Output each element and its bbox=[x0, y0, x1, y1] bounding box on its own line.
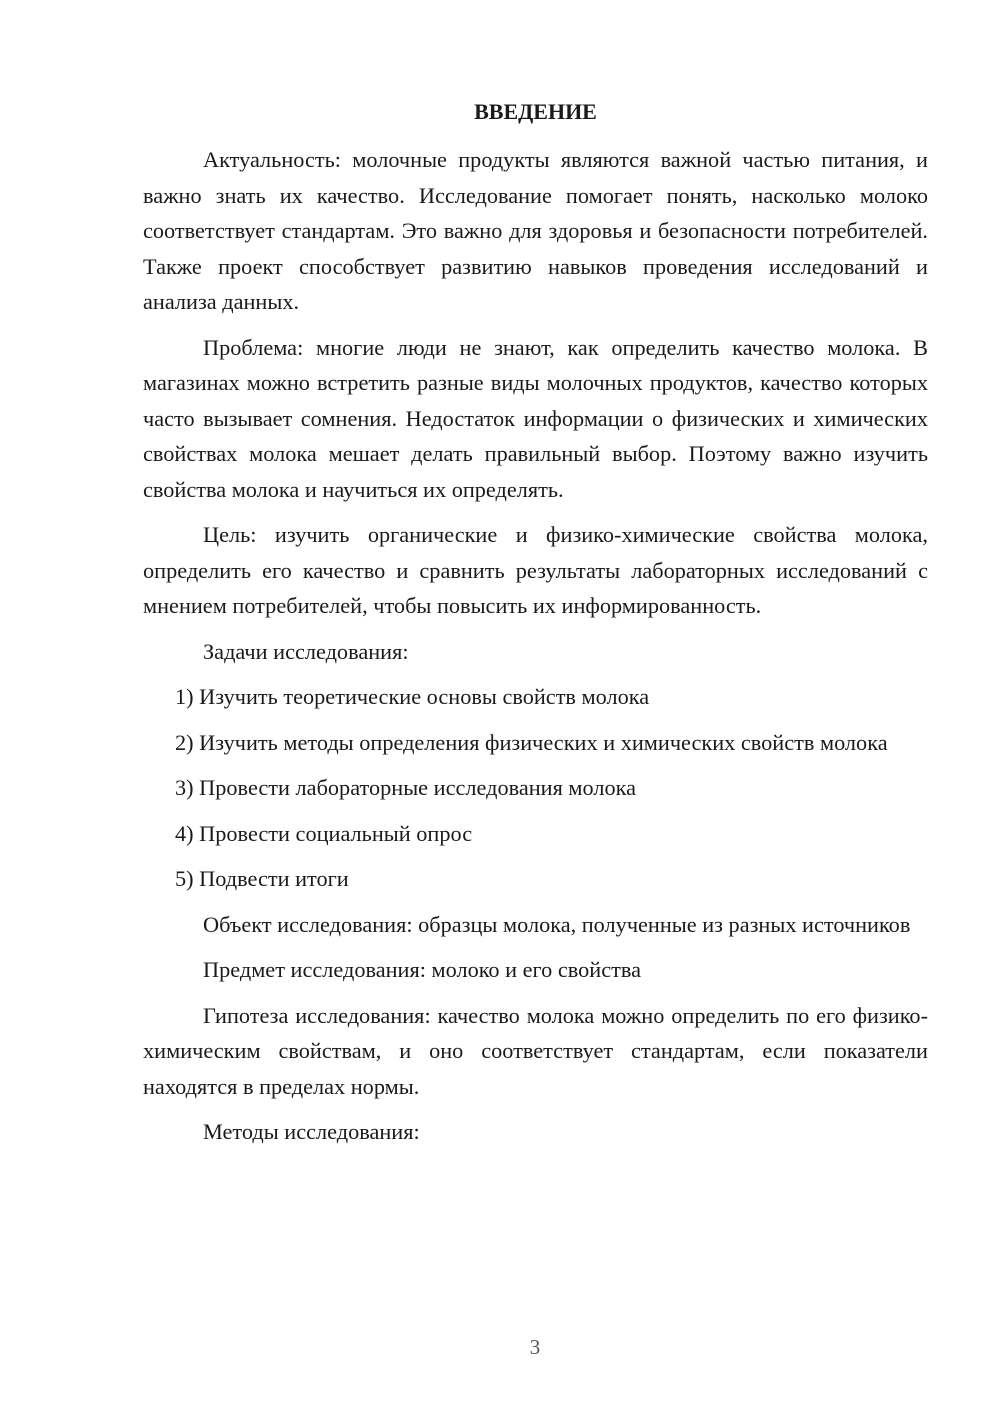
relevance-paragraph: Актуальность: молочные продукты являются важной частью питания, и важно знать их качество. Исследование помогает понять, насколько молоко соответствует стандартам. Это важно для здоровья и безопасности потребителей. Также проект способствует развитию навыков проведения исследований и анализа данных. bbox=[143, 147, 928, 314]
page-number: 3 bbox=[529, 1335, 541, 1359]
document-body bbox=[143, 142, 928, 1160]
goal-paragraph: Цель: изучить органические и физико-химические свойства молока, определить его качество и сравнить результаты лабораторных исследований с мнением потребителей, чтобы повысить их информированность. bbox=[143, 522, 928, 618]
task-item-2: 2) Изучить методы определения физических и химических свойств молока bbox=[175, 729, 888, 755]
subject-paragraph: Предмет исследования: молоко и его свойства bbox=[203, 957, 641, 982]
task-item-1: 1) Изучить теоретические основы свойств молока bbox=[175, 684, 650, 709]
task-item-4: 4) Провести социальный опрос bbox=[175, 820, 473, 846]
methods-heading: Методы исследования: bbox=[203, 1119, 420, 1144]
tasks-heading: Задачи исследования: bbox=[203, 638, 409, 664]
task-item-5: 5) Подвести итоги bbox=[175, 866, 349, 891]
section-title: ВВЕДЕНИЕ bbox=[474, 99, 597, 124]
object-paragraph: Объект исследования: образцы молока, полученные из разных источников bbox=[203, 911, 911, 937]
task-item-3: 3) Провести лабораторные исследования молока bbox=[175, 775, 637, 800]
problem-paragraph: Проблема: многие люди не знают, как определить качество молока. В магазинах можно встретить разные виды молочных продуктов, качество которых часто вызывает сомнения. Недостаток информации о физических и химических свойствах молока мешает делать правильный выбор. Поэтому важно изучить свойства молока и научиться их определять. bbox=[143, 334, 928, 502]
hypothesis-paragraph: Гипотеза исследования: качество молока можно определить по его физико-химическим свойствам, и оно соответствует стандартам, если показатели находятся в пределах нормы. bbox=[143, 1002, 928, 1099]
